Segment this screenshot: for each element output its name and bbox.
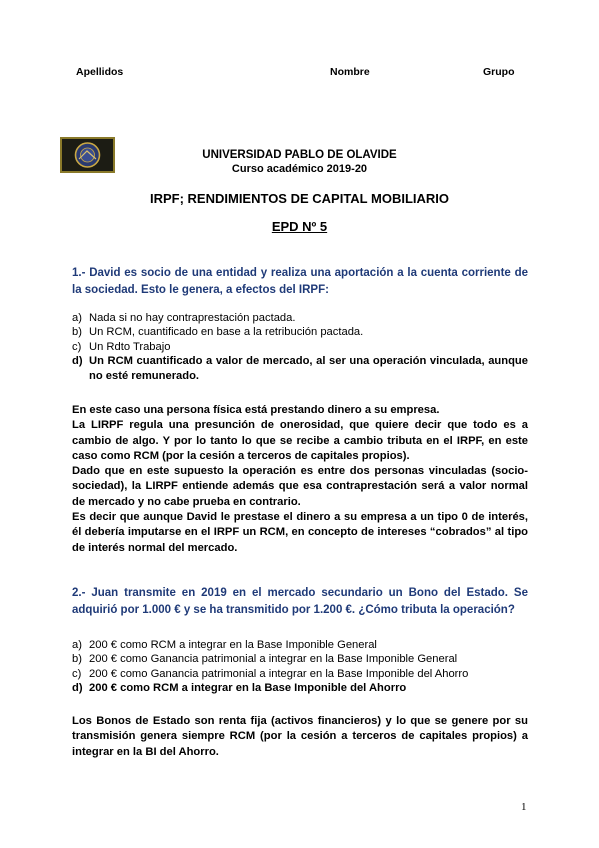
option-text: 200 € como Ganancia patrimonial a integrar en la Base Imponible del Ahorro <box>89 667 469 680</box>
answer-1-paragraph: Es decir que aunque David le prestase el dinero a su empresa a un tipo 0 de interés, él debería imputarse en el IRPF un RCM, en concepto de intereses “cobrados” al tipo de interés normal del mercado. <box>72 511 528 554</box>
option-letter: c) <box>72 340 82 353</box>
option-letter: a) <box>72 639 82 651</box>
epd-number-text: EPD Nº 5 <box>271 219 328 234</box>
option-c <box>72 667 528 681</box>
option-letter: b) <box>72 326 82 339</box>
course-year: Curso académico 2019-20 <box>231 163 368 175</box>
university-name: UNIVERSIDAD PABLO DE OLAVIDE <box>202 149 397 161</box>
option-letter: a) <box>72 312 82 324</box>
option-d-correct <box>72 681 528 695</box>
option-d-correct <box>72 354 528 383</box>
question-2: 2.- Juan transmite en 2019 en el mercado secundario un Bono del Estado. Se adquirió por 1.000 € y se ha transmitido por 1.200 €. ¿Cómo tributa la operación? <box>72 587 528 616</box>
answer-2 <box>72 714 528 760</box>
grupo-label: Grupo <box>483 66 515 78</box>
option-letter: c) <box>72 667 82 680</box>
option-text: Un Rdto Trabajo <box>89 340 171 353</box>
option-b <box>72 325 528 339</box>
page-number: 1 <box>521 801 527 813</box>
answer-1-paragraph: En este caso una persona física está prestando dinero a su empresa. <box>72 404 440 416</box>
option-letter: b) <box>72 653 82 666</box>
option-letter: d) <box>72 682 83 695</box>
option-a <box>72 311 528 325</box>
option-text: Nada si no hay contraprestación pactada. <box>89 312 296 324</box>
answer-1-paragraph: Dado que en este supuesto la operación es entre dos personas vinculadas (socio-sociedad), la LIRPF entiende además que esa contraprestación será a valor normal de mercado y no cabe prueba en contrario. <box>72 465 528 508</box>
epd-number <box>0 219 599 234</box>
nombre-label: Nombre <box>330 66 370 78</box>
option-b <box>72 652 528 666</box>
option-text: Un RCM cuantificado a valor de mercado, al ser una operación vinculada, aunque no esté remunerado. <box>89 355 528 382</box>
option-a <box>72 638 528 652</box>
question-1: 1.- David es socio de una entidad y realiza una aportación a la cuenta corriente de la sociedad. Esto le genera, a efectos del IRPF: <box>72 267 528 296</box>
option-text: 200 € como RCM a integrar en la Base Imponible General <box>89 639 377 651</box>
answer-1 <box>72 403 528 556</box>
answer-2-paragraph: Los Bonos de Estado son renta fija (activos financieros) y lo que se genere por su transmisión genera siempre RCM (por la cesión a terceros de capitales propios) a integrar en la BI del Ahorro. <box>72 715 528 758</box>
answer-1-paragraph: La LIRPF regula una presunción de onerosidad, que quiere decir que todo es a cambio de algo. Y por lo tanto lo que se recibe a cambio tributa en el IRPF, en este caso como RCM (por la cesión a terceros de capitales propios). <box>72 419 528 462</box>
option-c <box>72 340 528 354</box>
document-title: IRPF; RENDIMIENTOS DE CAPITAL MOBILIARIO <box>149 191 449 206</box>
apellidos-label: Apellidos <box>76 66 124 78</box>
option-text: 200 € como RCM a integrar en la Base Imponible del Ahorro <box>89 682 407 695</box>
option-letter: d) <box>72 355 83 368</box>
option-text: Un RCM, cuantificado en base a la retribución pactada. <box>89 326 364 339</box>
question-1-options <box>72 311 528 383</box>
option-text: 200 € como Ganancia patrimonial a integrar en la Base Imponible General <box>89 653 458 666</box>
question-2-options <box>72 638 528 696</box>
